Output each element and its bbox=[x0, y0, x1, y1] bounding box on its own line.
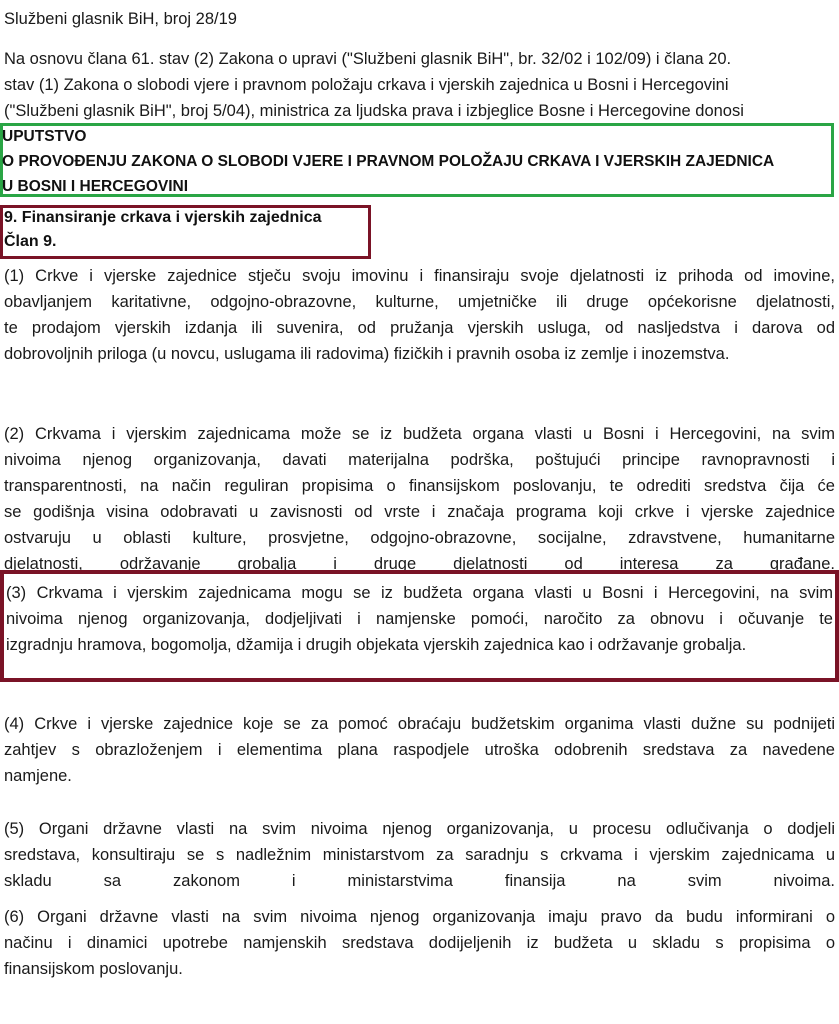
paragraph-line: načinu i dinamici upotrebe namjenskih sredstava dodijeljenih iz budžeta u skladu s propisima o bbox=[4, 934, 835, 952]
paragraph-line: sredstava, konsultiraju se s nadležnim ministarstvom za saradnju s crkvama i vjerskim zajednicama u bbox=[4, 846, 835, 864]
paragraph-line: izgradnju hramova, bogomolja, džamija i drugih objekata vjerskih zajednica kao i održavanje grobalja. bbox=[6, 636, 747, 654]
title-line: O PROVOĐENJU ZAKONA O SLOBODI VJERE I PRAVNOM POLOŽAJU CRKAVA I VJERSKIH ZAJEDNICA bbox=[2, 153, 775, 170]
preamble-line: stav (1) Zakona o slobodi vjere i pravnom položaju crkava i vjerskih zajednica u Bosni i Hercegovini bbox=[4, 76, 729, 94]
paragraph-line: namjene. bbox=[4, 767, 72, 785]
section-heading bbox=[4, 206, 322, 254]
paragraph-line: (3) Crkvama i vjerskim zajednicama mogu se iz budžeta organa vlasti u Bosni i Hercegovini, na svim bbox=[6, 584, 833, 602]
preamble-line: ("Službeni glasnik BiH", broj 5/04), ministrica za ljudska prava i izbjeglice Bosne i Hercegovine donosi bbox=[4, 102, 744, 120]
paragraph-line: nivoima njenog organizovanja, dodjeljivati i namjenske pomoći, naročito za obnovu i očuvanje te bbox=[6, 610, 833, 628]
paragraph-line: dobrovoljnih priloga (u novcu, uslugama ili radovima) fizičkih i pravnih osoba iz zemlje i inozemstva. bbox=[4, 345, 730, 363]
paragraph-line: (4) Crkve i vjerske zajednice koje se za pomoć obraćaju budžetskim organima vlasti dužne su podnijeti bbox=[4, 715, 835, 733]
gazette-line: Službeni glasnik BiH, broj 28/19 bbox=[4, 10, 237, 28]
title-line: UPUTSTVO bbox=[2, 128, 87, 145]
preamble-line: Na osnovu člana 61. stav (2) Zakona o upravi ("Službeni glasnik BiH", br. 32/02 i 102/09) i člana 20. bbox=[4, 50, 732, 68]
title-line: U BOSNI I HERCEGOVINI bbox=[2, 178, 189, 195]
paragraph-line: transparentnosti, na način reguliran propisima o finansijskom poslovanju, te odrediti sredstva čija će bbox=[4, 477, 835, 495]
paragraph-line: djelatnosti, održavanje grobalja i druge djelatnosti od interesa za građane. bbox=[4, 555, 835, 573]
paragraph-4 bbox=[4, 711, 835, 789]
paragraph-line: (6) Organi državne vlasti na svim nivoima njenog organizovanja imaju pravo da budu informirani o bbox=[4, 908, 835, 926]
paragraph-line: nivoima njenog organizovanja, davati materijalna podrška, poštujući principe ravnopravnosti i bbox=[4, 451, 835, 469]
paragraph-line: finansijskom poslovanju. bbox=[4, 960, 183, 978]
paragraph-line: se godišnja visina odobravati u zavisnosti od vrste i značaja programa koji crkve i vjerske zajednice bbox=[4, 503, 835, 521]
paragraph-line: zahtjev s obrazloženjem i elementima plana raspodjele utroška odobrenih sredstava za navedene bbox=[4, 741, 835, 759]
paragraph-line: (2) Crkvama i vjerskim zajednicama može se iz budžeta organa vlasti u Bosni i Hercegovini, na svim bbox=[4, 425, 835, 443]
paragraph-6 bbox=[4, 904, 835, 982]
paragraph-line: (1) Crkve i vjerske zajednice stječu svoju imovinu i finansiraju svoje djelatnosti iz prihoda od imovine, bbox=[4, 267, 835, 285]
paragraph-line: (5) Organi državne vlasti na svim nivoima njenog organizovanja, u procesu odlučivanja o dodjeli bbox=[4, 820, 835, 838]
preamble bbox=[4, 46, 836, 124]
paragraph-line: skladu sa zakonom i ministarstvima finansija na svim nivoima. bbox=[4, 872, 835, 890]
article-title: Član 9. bbox=[4, 233, 57, 250]
paragraph-line: obavljanjem karitativne, odgojno-obrazovne, kulturne, umjetničke ili druge općekorisne djelatnosti, bbox=[4, 293, 835, 311]
document-title bbox=[2, 124, 832, 199]
paragraph-line: ostvaruju u oblasti kulture, prosvjetne, odgojno-obrazovne, socijalne, zdravstvene, humanitarne bbox=[4, 529, 835, 547]
gazette-reference bbox=[4, 6, 835, 32]
paragraph-3 bbox=[6, 580, 833, 658]
section-title: 9. Finansiranje crkava i vjerskih zajednica bbox=[4, 209, 322, 226]
paragraph-1 bbox=[4, 263, 835, 367]
paragraph-5 bbox=[4, 816, 835, 894]
paragraph-2 bbox=[4, 421, 835, 577]
paragraph-line: te prodajom vjerskih izdanja ili suvenira, od pružanja vjerskih usluga, od nasljedstva i darova od bbox=[4, 319, 835, 337]
